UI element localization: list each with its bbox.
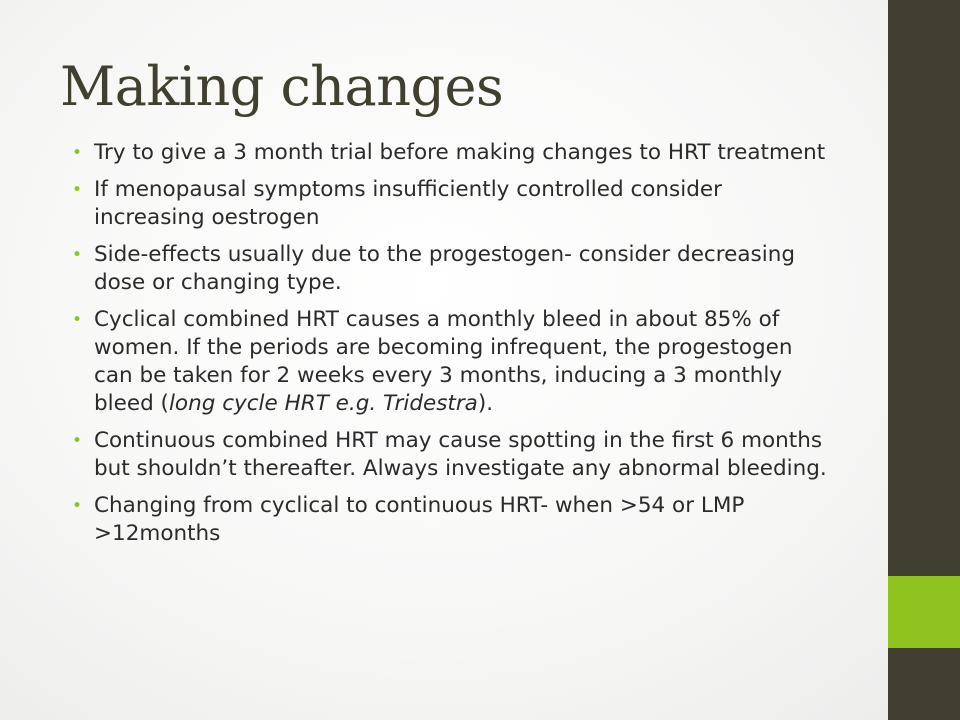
bullet-dot-icon: • xyxy=(72,143,83,163)
accent-square xyxy=(888,576,960,648)
bullet-item xyxy=(72,306,832,418)
bullet-dot-icon: • xyxy=(72,310,83,330)
bullet-text-start: Cyclical combined HRT causes a monthly bleed in about 85% of women. If the periods are becoming infrequent, the progestogen can be taken for 2 weeks every 3 months, inducing a 3 monthly bleed ( xyxy=(94,307,793,416)
bullet-item xyxy=(72,176,832,232)
bullet-list xyxy=(72,139,832,557)
bullet-text-end: ). xyxy=(477,391,494,416)
bullet-text: Continuous combined HRT may cause spotting in the first 6 months but shouldn’t thereafter. Always investigate any abnormal bleeding. xyxy=(94,428,827,481)
slide-title: Making changes xyxy=(60,55,504,118)
bullet-item xyxy=(72,139,832,167)
bullet-text: Changing from cyclical to continuous HRT- when >54 or LMP >12months xyxy=(94,493,745,546)
bullet-item xyxy=(72,492,832,548)
bullet-text-italic: long cycle HRT e.g. Tridestra xyxy=(168,391,478,416)
bullet-dot-icon: • xyxy=(72,180,83,200)
bullet-dot-icon: • xyxy=(72,496,83,516)
bullet-item xyxy=(72,427,832,483)
bullet-text xyxy=(94,307,793,416)
bullet-dot-icon: • xyxy=(72,245,83,265)
bullet-text: If menopausal symptoms insufficiently controlled consider increasing oestrogen xyxy=(94,177,722,230)
bullet-text: Try to give a 3 month trial before making changes to HRT treatment xyxy=(94,140,826,165)
bullet-text: Side-effects usually due to the progestogen- consider decreasing dose or changing type. xyxy=(94,242,795,295)
bullet-item xyxy=(72,241,832,297)
bullet-dot-icon: • xyxy=(72,431,83,451)
